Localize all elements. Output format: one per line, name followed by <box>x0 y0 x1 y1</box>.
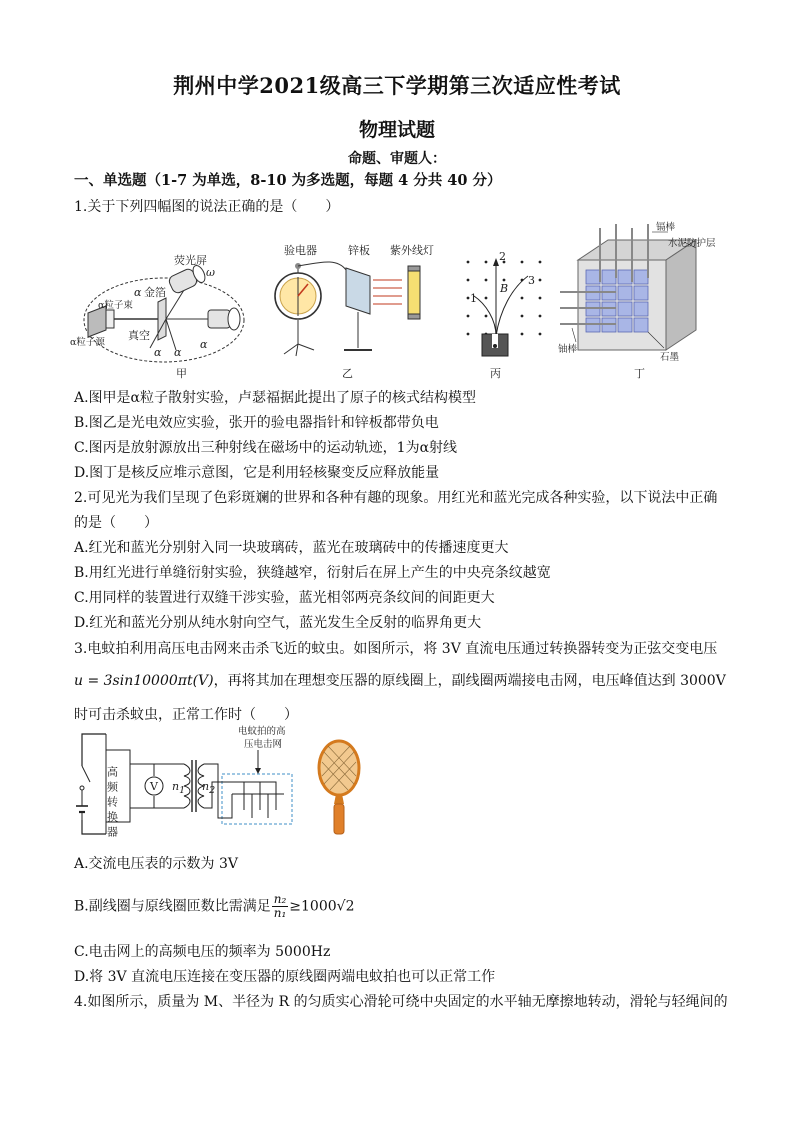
shield-side <box>666 240 696 350</box>
label-uv-lamp: 紫外线灯 <box>390 244 434 257</box>
label-electroscope: 验电器 <box>284 244 317 257</box>
microscope-lens <box>228 308 240 330</box>
q3-stem-line2-rest: ，再将其加在理想变压器的原线圈上，副线圈两端接电击网，电压峰值达到 3000V <box>213 673 726 689</box>
fraction-denominator: n₁ <box>273 906 287 920</box>
caption-ding: 丁 <box>634 367 645 380</box>
fraction-numerator: n₂ <box>273 892 287 906</box>
converter-label: 高频转换器 <box>105 766 119 841</box>
section-heading: 一、单选题（1-7 为单选，8-10 为多选题，每题 4 分共 40 分） <box>74 172 502 189</box>
uv-lamp <box>408 270 420 314</box>
q1-option-c: C.图丙是放射源放出三种射线在磁场中的运动轨迹，1为α射线 <box>74 440 458 456</box>
caption-jia: 甲 <box>176 367 187 380</box>
q1-option-b: B.图乙是光电效应实验，张开的验电器指针和锌板都带负电 <box>74 415 439 431</box>
exam-title: 荆州中学2021级高三下学期第三次适应性考试 <box>173 73 621 98</box>
label-track-2: 2 <box>499 250 506 263</box>
q4-stem-line1: 4.如图所示，质量为 M、半径为 R 的匀质实心滑轮可绕中央固定的水平轴无摩擦地转动，滑轮与轻绳间的 <box>74 994 728 1010</box>
q3-stem-line3: 时可击杀蚊虫，正常工作时（ ） <box>74 707 298 723</box>
label-graphite: 石墨 <box>660 352 680 363</box>
mosquito-racket-image <box>314 738 364 838</box>
label-uranium: 铀棒 <box>558 344 578 355</box>
label-n1: n1 <box>172 780 186 796</box>
q1-stem: 1.关于下列四幅图的说法正确的是（ ） <box>74 199 340 215</box>
label-omega: ω <box>206 266 215 279</box>
figure-jia <box>66 240 246 380</box>
microscope-base <box>208 310 230 328</box>
q3-circuit-figure <box>72 724 312 842</box>
source-aperture <box>106 310 114 328</box>
connecting-wire <box>298 262 346 270</box>
label-screen: 荧光屏 <box>174 254 207 267</box>
uv-lamp-cap-top <box>408 266 420 271</box>
q3-stem-line2 <box>74 672 726 690</box>
q2-stem-line2: 的是（ ） <box>74 515 158 531</box>
label-grid-2: 压电击网 <box>244 739 283 750</box>
q2-option-b: B.用红光进行单缝衍射实验，狭缝越窄，衍射后在屏上产生的中央亮条纹越宽 <box>74 565 551 581</box>
label-source: α粒子源 <box>70 337 105 348</box>
label-grid-1: 电蚊拍的高 <box>238 726 286 737</box>
q3-option-b-prefix: B.副线圈与原线圈匝数比需满足 <box>74 898 271 915</box>
label-track-1: 1 <box>470 292 477 305</box>
caption-yi: 乙 <box>342 367 353 380</box>
q2-option-d: D.红光和蓝光分别从纯水射向空气，蓝光发生全反射的临界角更大 <box>74 615 482 631</box>
q3-option-a: A.交流电压表的示数为 3V <box>74 856 239 872</box>
left-loop <box>82 734 106 834</box>
q3-option-b <box>74 893 354 920</box>
label-alpha-3: α <box>174 346 182 359</box>
q2-stem-line1: 2.可见光为我们呈现了色彩斑斓的世界和各种有趣的现象。用红光和蓝光完成各种实验，以下说法中正确 <box>74 490 718 506</box>
figure-ding <box>556 220 726 380</box>
figure-yi <box>262 240 442 380</box>
label-n2: n2 <box>202 780 216 796</box>
switch-contact <box>80 786 84 790</box>
label-cadmium: 镉棒 <box>656 222 676 233</box>
exam-authors: 命题、审题人： <box>348 151 446 167</box>
q1-option-d: D.图丁是核反应堆示意图，它是利用轻核聚变反应释放能量 <box>74 465 440 481</box>
q3-formula: u = 3sin10000πt(V) <box>74 673 214 689</box>
q3-option-b-fraction <box>272 893 289 920</box>
exam-subject: 物理试题 <box>358 119 435 141</box>
label-gold: 金箔 <box>144 286 166 299</box>
q1-option-a: A.图甲是α粒子散射实验，卢瑟福据此提出了原子的核式结构模型 <box>74 390 477 406</box>
electroscope-legs <box>284 344 314 356</box>
label-alpha-4: α <box>200 338 208 351</box>
figure-bing <box>452 240 552 380</box>
q2-option-c: C.用同样的装置进行双缝干涉实验，蓝光相邻两亮条纹间的间距更大 <box>74 590 495 606</box>
label-beam: α粒子束 <box>98 300 133 311</box>
switch-blade <box>82 766 90 782</box>
q3-option-b-suffix: ≥1000√2 <box>289 898 355 915</box>
leader-uranium <box>572 328 576 342</box>
label-vacuum: 真空 <box>128 329 150 342</box>
q3-option-d: D.将 3V 直流电压连接在变压器的原线圈两端电蚊拍也可以正常工作 <box>74 969 496 985</box>
uv-lamp-cap-bottom <box>408 314 420 319</box>
scatter-up <box>166 290 184 319</box>
radioactive-source <box>493 344 497 348</box>
label-track-3: 3 <box>528 274 535 287</box>
q2-option-a: A.红光和蓝光分别射入同一块玻璃砖，蓝光在玻璃砖中的传播速度更大 <box>74 540 509 556</box>
label-zinc: 锌板 <box>348 244 370 257</box>
uv-rays <box>373 280 402 304</box>
grid-label-arrow <box>255 768 261 774</box>
gold-foil <box>158 298 166 340</box>
label-concrete: 水泥防护层 <box>668 238 716 249</box>
label-alpha-1: α <box>134 286 142 299</box>
zinc-plate <box>346 268 370 314</box>
magnetic-field-dots <box>467 261 542 336</box>
q3-stem-line1: 3.电蚊拍利用高压电击网来击杀飞近的蚊虫。如图所示，将 3V 直流电压通过转换器转变为正弦交变电压 <box>74 641 718 657</box>
caption-bing: 丙 <box>490 367 501 380</box>
voltmeter-label: V <box>150 780 158 793</box>
label-alpha-2: α <box>154 346 162 359</box>
q3-option-c: C.电击网上的高频电压的频率为 5000Hz <box>74 944 331 960</box>
racket-handle <box>334 804 344 834</box>
label-field-b: B <box>500 282 509 295</box>
